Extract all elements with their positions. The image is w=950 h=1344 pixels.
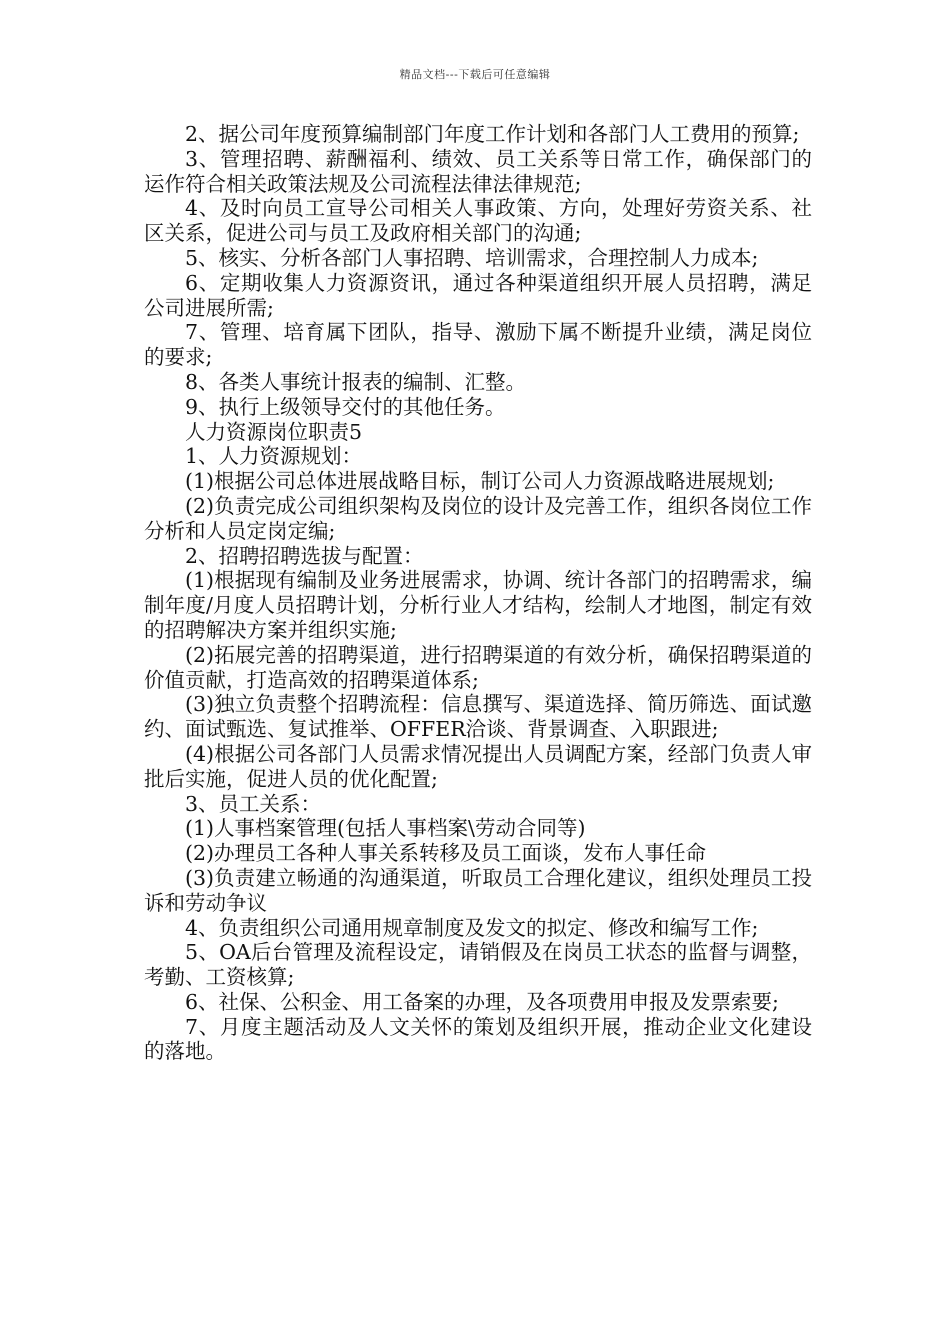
paragraph: 7、月度主题活动及人文关怀的策划及组织开展，推动企业文化建设的落地。 — [144, 1014, 812, 1064]
paragraph: 2、据公司年度预算编制部门年度工作计划和各部门人工费用的预算; — [185, 122, 800, 146]
paragraph: 3、管理招聘、薪酬福利、绩效、员工关系等日常工作，确保部门的运作符合相关政策法规及公司流程法律法律规范; — [144, 146, 812, 196]
paragraph: (3)独立负责整个招聘流程：信息撰写、渠道选择、简历筛选、面试邀约、面试甄选、复试推举、OFFER洽谈、背景调查、入职跟进; — [144, 692, 812, 742]
paragraph: (2)拓展完善的招聘渠道，进行招聘渠道的有效分析，确保招聘渠道的价值贡献，打造高效的招聘渠道体系; — [144, 642, 812, 692]
paragraph: (1)根据现有编制及业务进展需求，协调、统计各部门的招聘需求，编制年度/月度人员招聘计划，分析行业人才结构，绘制人才地图，制定有效的招聘解决方案并组织实施; — [144, 568, 812, 642]
paragraph: 7、管理、培育属下团队，指导、激励下属不断提升业绩，满足岗位的要求; — [144, 320, 812, 370]
document-body — [144, 122, 812, 1064]
paragraph: (3)负责建立畅通的沟通渠道，听取员工合理化建议，组织处理员工投诉和劳动争议 — [144, 865, 812, 915]
paragraph: 5、OA后台管理及流程设定，请销假及在岗员工状态的监督与调整，考勤、工资核算; — [144, 940, 812, 990]
paragraph: 5、核实、分析各部门人事招聘、培训需求，合理控制人力成本; — [185, 245, 759, 270]
paragraph: 9、执行上级领导交付的其他任务。 — [185, 394, 506, 419]
paragraph: 6、社保、公积金、用工备案的办理，及各项费用申报及发票索要; — [185, 989, 779, 1014]
paragraph: 4、及时向员工宣导公司相关人事政策、方向，处理好劳资关系、社区关系，促进公司与员工及政府相关部门的沟通; — [144, 196, 812, 246]
section-heading: 人力资源岗位职责5 — [185, 419, 363, 444]
paragraph: 6、定期收集人力资源资讯，通过各种渠道组织开展人员招聘，满足公司进展所需; — [144, 270, 812, 320]
paragraph: (2)负责完成公司组织架构及岗位的设计及完善工作，组织各岗位工作分析和人员定岗定编; — [144, 493, 812, 543]
paragraph: (1)根据公司总体进展战略目标，制订公司人力资源战略进展规划; — [185, 469, 775, 494]
paragraph: 4、负责组织公司通用规章制度及发文的拟定、修改和编写工作; — [185, 915, 759, 940]
paragraph: 3、员工关系： — [185, 791, 322, 816]
paragraph: (1)人事档案管理(包括人事档案\劳动合同等) — [185, 816, 586, 841]
paragraph: 8、各类人事统计报表的编制、汇整。 — [185, 369, 527, 394]
page-header: 精品文档---下载后可任意编辑 — [399, 68, 551, 81]
paragraph: (4)根据公司各部门人员需求情况提出人员调配方案，经部门负责人审批后实施，促进人员的优化配置; — [144, 741, 812, 791]
paragraph: 1、人力资源规划： — [185, 444, 363, 469]
paragraph: (2)办理员工各种人事关系转移及员工面谈，发布人事任命 — [185, 841, 707, 866]
paragraph: 2、招聘招聘选拔与配置： — [185, 543, 424, 568]
